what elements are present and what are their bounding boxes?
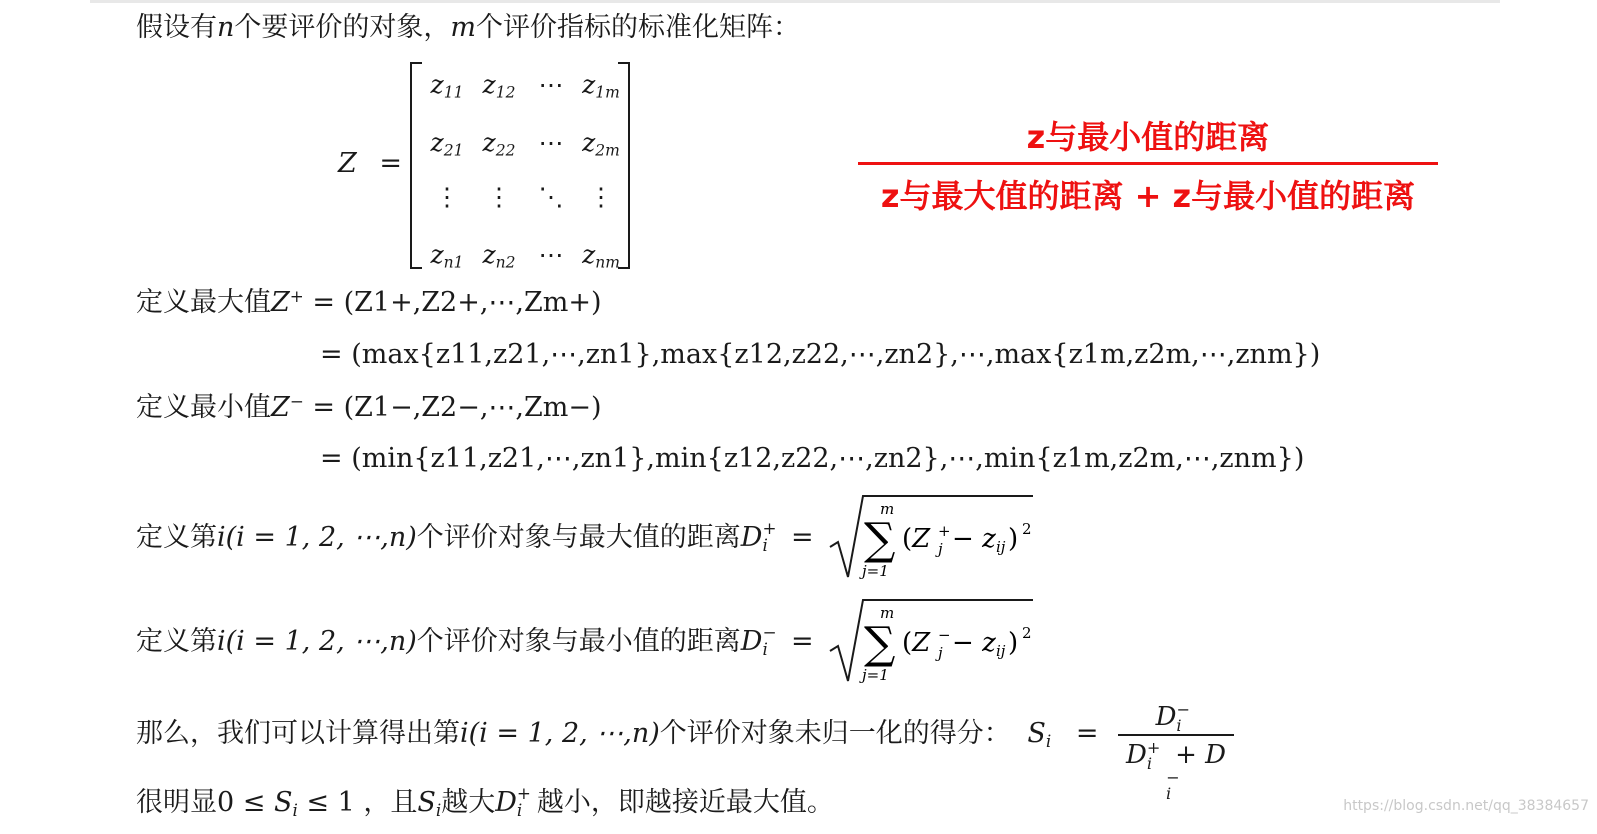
svg-text:ij: ij bbox=[996, 538, 1006, 556]
matrix-lhs bbox=[338, 150, 402, 177]
dist-max-sqrt bbox=[828, 492, 1038, 582]
svg-text:− z: − z bbox=[952, 524, 996, 554]
dist-max-prefix: 定义第 bbox=[136, 522, 217, 553]
svg-text:(Z: (Z bbox=[902, 628, 931, 658]
svg-text:2: 2 bbox=[1022, 624, 1032, 642]
standardized-matrix bbox=[410, 62, 630, 272]
red-fraction-bar bbox=[858, 162, 1438, 165]
matrix-cell: ⋯ bbox=[538, 128, 564, 157]
matrix-name: Z bbox=[338, 148, 357, 179]
max-def-line2 bbox=[320, 341, 1320, 368]
red-numerator: z与最小值的距离 bbox=[1026, 118, 1270, 156]
svg-text:j: j bbox=[938, 540, 943, 558]
conclusion-text-4: 越小，即越接近最大值。 bbox=[536, 787, 834, 818]
matrix-cell: ⋯ bbox=[538, 70, 564, 99]
matrix-cell: $z_{11}$ bbox=[430, 70, 464, 102]
conclusion-text-3: 越大 bbox=[441, 787, 496, 818]
svg-text:j: j bbox=[938, 644, 943, 662]
intro-text-2: 个要评价的对象， bbox=[234, 12, 451, 43]
matrix-cell: ⋮ bbox=[434, 182, 460, 211]
intro-text-1: 假设有 bbox=[136, 12, 217, 43]
score-prefix: 那么，我们可以计算得出第 bbox=[136, 718, 460, 749]
min-def-rhs: = (Z1−,Z2−,⋯,Zm−) bbox=[312, 392, 602, 424]
score-numerator: D − i bbox=[1155, 700, 1190, 736]
matrix-cell: $z_{n2}$ bbox=[482, 240, 516, 272]
dist-min-line: 定义第i(i = 1, 2, ⋯,n)个评价对象与最小值的距离D − i = bbox=[136, 622, 814, 659]
conclusion-text-2: ，且 bbox=[363, 787, 418, 818]
dist-min-sqrt bbox=[828, 596, 1038, 686]
conclusion-text-1: 很明显 bbox=[136, 787, 217, 818]
matrix-cell: $z_{12}$ bbox=[482, 70, 516, 102]
red-denominator: z与最大值的距离 + z与最小值的距离 bbox=[880, 177, 1416, 215]
score-range: (i = 1, 2, ⋯,n) bbox=[468, 718, 660, 749]
dist-min-text: 个评价对象与最小值的距离 bbox=[416, 626, 741, 657]
intro-line bbox=[136, 14, 800, 41]
svg-text:−: − bbox=[938, 626, 951, 644]
max-def-label: 定义最大值 bbox=[136, 287, 271, 319]
dist-max-line: 定义第i(i = 1, 2, ⋯,n)个评价对象与最大值的距离D + i = bbox=[136, 518, 814, 555]
matrix-cell: $z_{nm}$ bbox=[582, 240, 620, 272]
matrix-equals: = bbox=[379, 148, 402, 179]
svg-text:): ) bbox=[1008, 628, 1019, 658]
min-def-line2 bbox=[320, 445, 1304, 472]
svg-text:− z: − z bbox=[952, 628, 996, 658]
red-formula bbox=[858, 112, 1438, 217]
svg-text:j=1: j=1 bbox=[862, 666, 889, 684]
score-text: 个评价对象未归一化的得分： bbox=[659, 718, 1011, 749]
matrix-cell: $z_{21}$ bbox=[430, 128, 464, 160]
min-def-label: 定义最小值 bbox=[136, 392, 271, 424]
svg-text:m: m bbox=[880, 500, 895, 518]
left-bracket bbox=[410, 62, 422, 269]
dist-min-range: (i = 1, 2, ⋯,n) bbox=[225, 626, 417, 657]
svg-text:2: 2 bbox=[1022, 520, 1032, 538]
matrix-cell: $z_{1m}$ bbox=[582, 70, 620, 102]
svg-text:): ) bbox=[1008, 524, 1019, 554]
matrix-cell: ⋯ bbox=[538, 240, 564, 269]
svg-text:∑: ∑ bbox=[864, 514, 896, 565]
matrix-cell: ⋮ bbox=[486, 182, 512, 211]
top-divider bbox=[90, 0, 1500, 3]
svg-text:+: + bbox=[938, 522, 951, 540]
var-m: m bbox=[450, 12, 476, 43]
max-def-rhs: = (Z1+,Z2+,⋯,Zm+) bbox=[312, 287, 602, 319]
dist-max-text: 个评价对象与最大值的距离 bbox=[416, 522, 741, 553]
matrix-cell: $z_{2m}$ bbox=[582, 128, 620, 160]
svg-text:(Z: (Z bbox=[902, 524, 931, 554]
var-n: n bbox=[217, 12, 235, 43]
svg-text:∑: ∑ bbox=[864, 618, 896, 669]
score-fraction bbox=[1118, 700, 1234, 804]
score-denominator: D + i + D − i bbox=[1118, 734, 1234, 800]
min-def-expansion: = (min{z11,z21,⋯,zn1},min{z12,z22,⋯,zn2},⋯,min{z1m,z2m,⋯,znm}) bbox=[320, 443, 1305, 474]
matrix-cell: $z_{22}$ bbox=[482, 128, 516, 160]
dist-min-prefix: 定义第 bbox=[136, 626, 217, 657]
watermark: https://blog.csdn.net/qq_38384657 bbox=[1343, 798, 1589, 814]
svg-text:j=1: j=1 bbox=[862, 562, 889, 580]
matrix-cell: ⋮ bbox=[588, 182, 614, 211]
max-def-line: 定义最大值Z+ = (Z1+,Z2+,⋯,Zm+) bbox=[136, 286, 602, 319]
intro-text-3: 个评价指标的标准化矩阵： bbox=[476, 12, 800, 43]
matrix-cell: ⋱ bbox=[538, 182, 564, 211]
svg-text:m: m bbox=[880, 604, 895, 622]
svg-text:ij: ij bbox=[996, 642, 1006, 660]
conclusion-line: 很明显$0 \le S_i \le 1$ ，且$S_i$越大D + i 越小，即越接近最大值。 bbox=[136, 783, 834, 821]
matrix-cell: $z_{n1}$ bbox=[430, 240, 464, 272]
dist-max-range: (i = 1, 2, ⋯,n) bbox=[225, 522, 417, 553]
min-def-line: 定义最小值Z− = (Z1−,Z2−,⋯,Zm−) bbox=[136, 391, 602, 424]
score-line: 那么，我们可以计算得出第i(i = 1, 2, ⋯,n)个评价对象未归一化的得分： $S_i$ = bbox=[136, 718, 1099, 752]
max-def-expansion: = (max{z11,z21,⋯,zn1},max{z12,z22,⋯,zn2},⋯,max{z1m,z2m,⋯,znm}) bbox=[320, 339, 1321, 370]
